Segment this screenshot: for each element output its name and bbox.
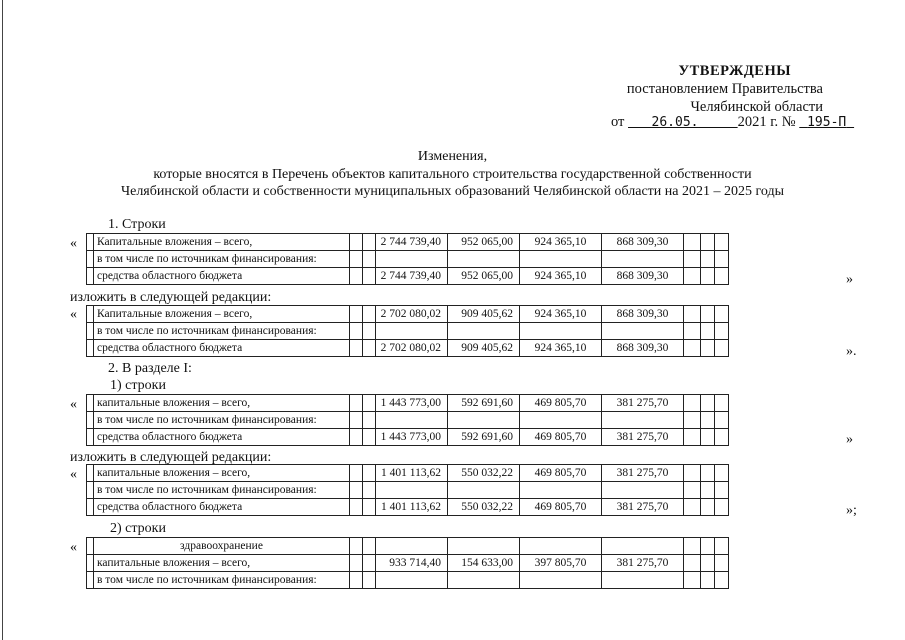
approved-line-2: Челябинской области — [690, 99, 823, 115]
row-label: средства областного бюджета — [94, 429, 350, 446]
cell-value: 397 805,70 — [520, 555, 602, 572]
cell-value: 868 309,30 — [602, 234, 684, 251]
table-4 — [86, 464, 729, 516]
replace-heading: изложить в следующей редакции: — [70, 290, 272, 305]
date-year: 2021 г. № — [737, 114, 796, 130]
cell-value: 2 702 080,02 — [376, 340, 448, 357]
cell-value: 592 691,60 — [448, 429, 520, 446]
section-2-heading: 2. В разделе I: — [108, 361, 192, 376]
cell-value: 1 401 113,62 — [376, 499, 448, 516]
cell-value: 381 275,70 — [602, 555, 684, 572]
cell-value: 469 805,70 — [520, 465, 602, 482]
cell-value: 868 309,30 — [602, 306, 684, 323]
replace-heading: изложить в следующей редакции: — [70, 450, 272, 465]
document-number: 195-П — [807, 115, 847, 130]
section-1-heading: 1. Строки — [108, 217, 166, 232]
approved-title: УТВЕРЖДЕНЫ — [678, 63, 791, 79]
table-row — [87, 268, 729, 285]
table-row — [87, 555, 729, 572]
table-row — [87, 538, 729, 555]
cell-value: 924 365,10 — [520, 340, 602, 357]
row-label: капитальные вложения – всего, — [94, 555, 350, 572]
close-quote: » — [846, 432, 853, 447]
table-row — [87, 465, 729, 482]
cell-value: 550 032,22 — [448, 465, 520, 482]
table-row — [87, 572, 729, 589]
cell-value: 381 275,70 — [602, 499, 684, 516]
cell-value: 909 405,62 — [448, 340, 520, 357]
cell-value: 592 691,60 — [448, 395, 520, 412]
table-row — [87, 429, 729, 446]
approval-block — [627, 62, 823, 116]
approved-line-1: постановлением Правительства — [626, 81, 823, 97]
cell-value: 2 744 739,40 — [376, 268, 448, 285]
table-row — [87, 340, 729, 357]
section-2-1-heading: 1) строки — [110, 378, 166, 393]
row-label: средства областного бюджета — [94, 340, 350, 357]
table-1 — [86, 233, 729, 285]
cell-value: 924 365,10 — [520, 268, 602, 285]
table-5 — [86, 537, 729, 589]
row-label: в том числе по источникам финансирования: — [94, 572, 350, 589]
cell-value: 381 275,70 — [602, 429, 684, 446]
row-label: в том числе по источникам финансирования: — [94, 323, 350, 340]
cell-value: 154 633,00 — [448, 555, 520, 572]
cell-value: 868 309,30 — [602, 340, 684, 357]
cell-value: 381 275,70 — [602, 395, 684, 412]
cell-value: 2 702 080,02 — [376, 306, 448, 323]
doc-title-line-3: Челябинской области и собственности муниципальных образований Челябинской области на 2021 – 2025 годы — [121, 184, 784, 199]
cell-value: 469 805,70 — [520, 395, 602, 412]
cell-value: 381 275,70 — [602, 465, 684, 482]
section-2-2-heading: 2) строки — [110, 521, 166, 536]
cell-value: 469 805,70 — [520, 499, 602, 516]
row-label: в том числе по источникам финансирования: — [94, 412, 350, 429]
table-row — [87, 306, 729, 323]
doc-title: Изменения, — [417, 149, 488, 164]
open-quote: « — [70, 467, 77, 482]
cell-value: 469 805,70 — [520, 429, 602, 446]
table-row — [87, 234, 729, 251]
table-3 — [86, 394, 729, 446]
date-prefix: от — [611, 114, 625, 130]
doc-title-line-2: которые вносятся в Перечень объектов капитального строительства государственной собственности — [153, 167, 752, 182]
close-quote-semicolon: »; — [846, 503, 857, 518]
cell-value: 924 365,10 — [520, 306, 602, 323]
row-label: капитальные вложения – всего, — [94, 465, 350, 482]
row-label: Капитальные вложения – всего, — [94, 306, 350, 323]
row-label: в том числе по источникам финансирования: — [94, 251, 350, 268]
cell-value: 2 744 739,40 — [376, 234, 448, 251]
row-label: здравоохранение — [94, 538, 350, 555]
row-label: Капитальные вложения – всего, — [94, 234, 350, 251]
close-quote-dot: ». — [846, 344, 857, 359]
cell-value: 933 714,40 — [376, 555, 448, 572]
cell-value: 909 405,62 — [448, 306, 520, 323]
cell-value: 550 032,22 — [448, 499, 520, 516]
row-label: средства областного бюджета — [94, 499, 350, 516]
cell-value: 952 065,00 — [448, 268, 520, 285]
close-quote: » — [846, 272, 853, 287]
row-label: средства областного бюджета — [94, 268, 350, 285]
open-quote: « — [70, 307, 77, 322]
approval-date-line — [611, 114, 854, 131]
table-row — [87, 499, 729, 516]
table-row — [87, 482, 729, 499]
open-quote: « — [70, 236, 77, 251]
cell-value: 1 401 113,62 — [376, 465, 448, 482]
row-label: в том числе по источникам финансирования: — [94, 482, 350, 499]
cell-value: 868 309,30 — [602, 268, 684, 285]
table-row — [87, 395, 729, 412]
page-edge — [2, 0, 3, 640]
cell-value: 1 443 773,00 — [376, 395, 448, 412]
open-quote: « — [70, 540, 77, 555]
table-row — [87, 323, 729, 340]
open-quote: « — [70, 397, 77, 412]
table-2 — [86, 305, 729, 357]
date-value: 26.05. — [651, 115, 699, 130]
cell-value: 1 443 773,00 — [376, 429, 448, 446]
cell-value: 924 365,10 — [520, 234, 602, 251]
cell-value: 952 065,00 — [448, 234, 520, 251]
table-row — [87, 412, 729, 429]
table-row — [87, 251, 729, 268]
row-label: капитальные вложения – всего, — [94, 395, 350, 412]
